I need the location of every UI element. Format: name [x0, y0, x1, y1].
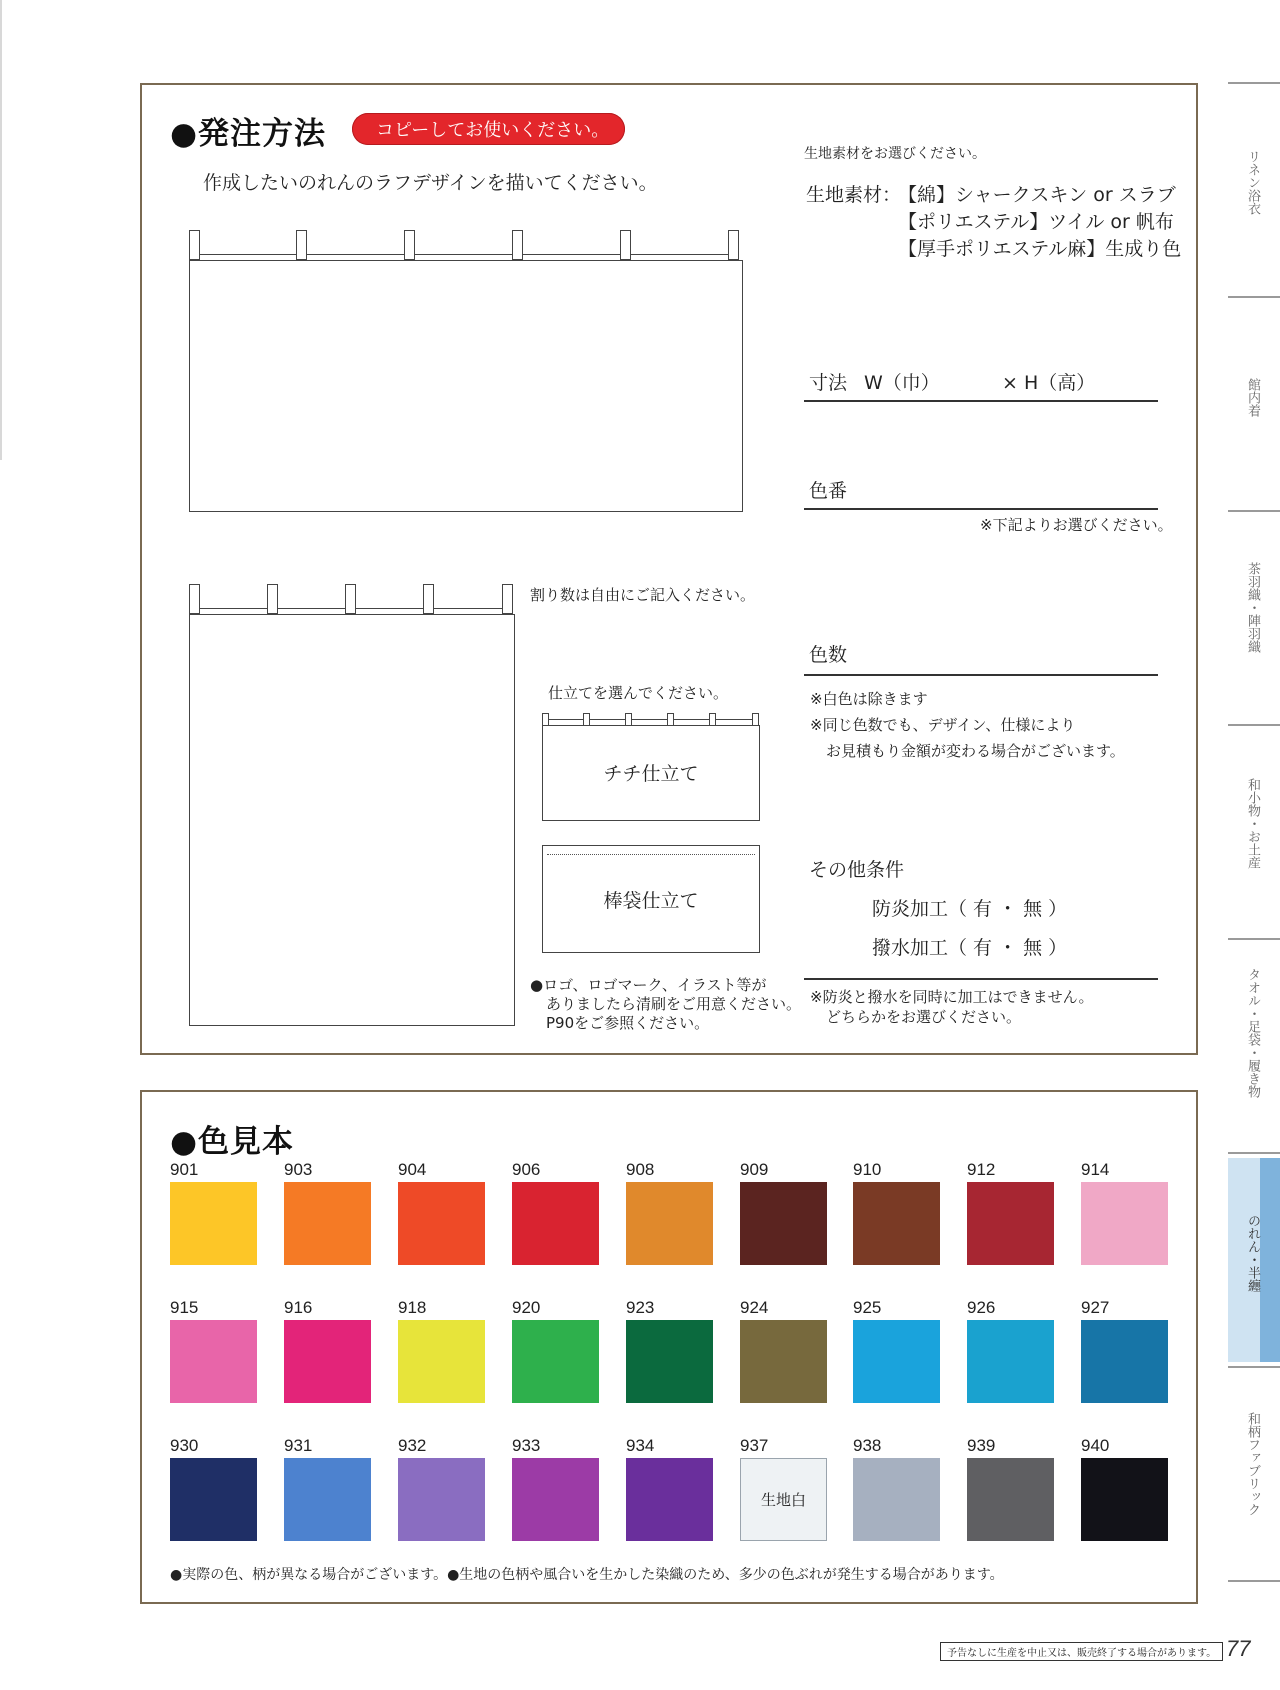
color-swatch[interactable]	[1081, 1458, 1168, 1541]
swatch-code: 915	[170, 1298, 199, 1317]
swatch-code: 903	[284, 1160, 313, 1179]
finish-option-bofukuro[interactable]	[542, 845, 760, 953]
color-swatch[interactable]	[967, 1320, 1054, 1403]
color-count-note-1: ※白色は除きます	[810, 690, 928, 708]
color-swatch[interactable]	[853, 1320, 940, 1403]
logo-note-2: ありましたら清刷をご用意ください。	[546, 995, 802, 1013]
swatch-code: 926	[967, 1298, 996, 1317]
color-number-input-line[interactable]	[804, 508, 1158, 510]
swatch-code: 939	[967, 1436, 996, 1455]
sidebar-item-linen-yukata[interactable]: リネン浴衣	[1245, 150, 1260, 215]
color-swatch[interactable]	[398, 1320, 485, 1403]
sidebar-divider	[1228, 510, 1280, 512]
color-swatch[interactable]	[170, 1182, 257, 1265]
both-processing-note-2: どちらかをお選びください。	[826, 1008, 1022, 1026]
sidebar-item-haori[interactable]: 茶羽織・陣羽織	[1245, 562, 1260, 653]
color-swatch[interactable]	[740, 1182, 827, 1265]
swatch-code: 916	[284, 1298, 313, 1317]
split-note: 割り数は自由にご記入ください。	[530, 586, 756, 604]
logo-note-1: ●ロゴ、ロゴマーク、イラスト等が	[530, 976, 767, 994]
water-repellent-option[interactable]: 撥水加工（ 有 ・ 無 ）	[872, 937, 1068, 959]
finish-option-chichi[interactable]	[542, 711, 760, 821]
swatch-code: 927	[1081, 1298, 1110, 1317]
color-swatch[interactable]	[740, 1458, 827, 1541]
binding-line	[0, 0, 2, 460]
swatch-code: 925	[853, 1298, 882, 1317]
swatch-label: 生地白	[760, 1491, 806, 1509]
finish-option-bofukuro-label: 棒袋仕立て	[603, 890, 699, 912]
sidebar-item-accessories[interactable]: 和小物・お土産	[1245, 778, 1260, 869]
color-count-note-2: ※同じ色数でも、デザイン、仕様により	[810, 716, 1076, 734]
color-swatch[interactable]	[170, 1458, 257, 1541]
color-samples-title: ●色見本	[170, 1124, 295, 1160]
swatch-code: 920	[512, 1298, 541, 1317]
swatch-code: 924	[740, 1298, 769, 1317]
color-count-label: 色数	[809, 644, 848, 666]
swatch-code: 934	[626, 1436, 655, 1455]
color-swatch[interactable]	[512, 1182, 599, 1265]
color-swatch[interactable]	[740, 1320, 827, 1403]
fabric-label: 生地素材：	[806, 184, 902, 206]
color-count-note-3: お見積もり金額が変わる場合がございます。	[826, 742, 1125, 760]
sidebar-divider	[1228, 1152, 1280, 1154]
other-conditions-label: その他条件	[809, 859, 905, 881]
color-swatch[interactable]	[170, 1320, 257, 1403]
finish-option-chichi-label: チチ仕立て	[603, 763, 699, 785]
swatch-code: 933	[512, 1436, 541, 1455]
swatch-code: 940	[1081, 1436, 1110, 1455]
logo-note-3: P90をご参照ください。	[546, 1014, 710, 1032]
color-swatch[interactable]	[398, 1458, 485, 1541]
color-swatch[interactable]	[626, 1320, 713, 1403]
color-disclaimer: ●実際の色、柄が異なる場合がございます。●生地の色柄や風合いを生かした染織のため、多少の色ぶれが発生する場合があります。	[170, 1567, 1004, 1583]
sidebar-item-towels[interactable]: タオル・足袋・履き物	[1245, 968, 1260, 1098]
color-swatch[interactable]	[626, 1458, 713, 1541]
size-label: 寸法	[809, 372, 848, 394]
page-number: 77	[1226, 1636, 1251, 1661]
color-swatch[interactable]	[284, 1458, 371, 1541]
width-label: W（巾）	[864, 372, 940, 394]
color-swatch[interactable]	[398, 1182, 485, 1265]
fabric-option-cotton[interactable]: 【綿】シャークスキン or スラブ	[898, 184, 1176, 206]
swatch-code: 923	[626, 1298, 655, 1317]
swatch-code: 912	[967, 1160, 996, 1179]
swatch-code: 901	[170, 1160, 199, 1179]
color-number-label: 色番	[809, 480, 848, 502]
sidebar-divider	[1228, 82, 1280, 84]
sidebar-divider	[1228, 1366, 1280, 1368]
both-processing-note-1: ※防炎と撥水を同時に加工はできません。	[810, 988, 1094, 1006]
color-swatch[interactable]	[512, 1320, 599, 1403]
other-conditions-line	[804, 978, 1158, 980]
noren-drawing-tall	[188, 584, 516, 1026]
draw-instruction: 作成したいのれんのラフデザインを描いてください。	[203, 172, 658, 194]
swatch-code: 906	[512, 1160, 541, 1179]
color-swatch[interactable]	[853, 1182, 940, 1265]
swatch-code: 910	[853, 1160, 882, 1179]
swatch-code: 904	[398, 1160, 427, 1179]
sidebar-item-fabrics[interactable]: 和柄ファブリック	[1245, 1412, 1260, 1516]
swatch-code: 914	[1081, 1160, 1110, 1179]
color-swatch[interactable]	[626, 1182, 713, 1265]
flame-retardant-option[interactable]: 防炎加工（ 有 ・ 無 ）	[872, 898, 1068, 920]
swatch-code: 938	[853, 1436, 882, 1455]
swatch-code: 930	[170, 1436, 199, 1455]
color-swatch[interactable]	[284, 1320, 371, 1403]
color-swatch[interactable]	[1081, 1320, 1168, 1403]
color-swatch[interactable]	[967, 1458, 1054, 1541]
color-count-input-line[interactable]	[804, 674, 1158, 676]
sidebar-divider	[1228, 1580, 1280, 1582]
sidebar-item-loungewear[interactable]: 館内着	[1245, 378, 1260, 417]
color-swatch[interactable]	[1081, 1182, 1168, 1265]
swatch-code: 918	[398, 1298, 427, 1317]
copy-badge: コピーしてお使いください。	[352, 113, 625, 145]
swatch-code: 932	[398, 1436, 427, 1455]
swatch-code: 931	[284, 1436, 313, 1455]
swatch-code: 909	[740, 1160, 769, 1179]
color-swatch[interactable]	[284, 1182, 371, 1265]
production-notice: 予告なしに生産を中止又は、販売終了する場合があります。	[940, 1642, 1223, 1661]
height-label: × H（高）	[1002, 372, 1096, 394]
color-swatch[interactable]	[512, 1458, 599, 1541]
color-number-note: ※下記よりお選びください。	[980, 516, 1173, 534]
color-swatch[interactable]	[967, 1182, 1054, 1265]
color-swatch[interactable]	[853, 1458, 940, 1541]
fabric-prompt: 生地素材をお選びください。	[804, 146, 986, 162]
fabric-option-poly-linen[interactable]: 【厚手ポリエステル麻】生成り色	[898, 238, 1182, 260]
sidebar-divider	[1228, 296, 1280, 298]
order-method-title: ●発注方法	[170, 116, 327, 152]
swatch-code: 908	[626, 1160, 655, 1179]
size-input-line[interactable]	[804, 400, 1158, 402]
sidebar-divider	[1228, 938, 1280, 940]
sidebar-item-noren[interactable]: のれん・半纏	[1245, 1214, 1260, 1292]
finish-prompt: 仕立てを選んでください。	[548, 684, 729, 702]
fabric-option-polyester[interactable]: 【ポリエステル】ツイル or 帆布	[898, 211, 1174, 233]
swatch-code: 937	[740, 1436, 769, 1455]
noren-drawing-wide	[188, 230, 744, 512]
sidebar-divider	[1228, 724, 1280, 726]
